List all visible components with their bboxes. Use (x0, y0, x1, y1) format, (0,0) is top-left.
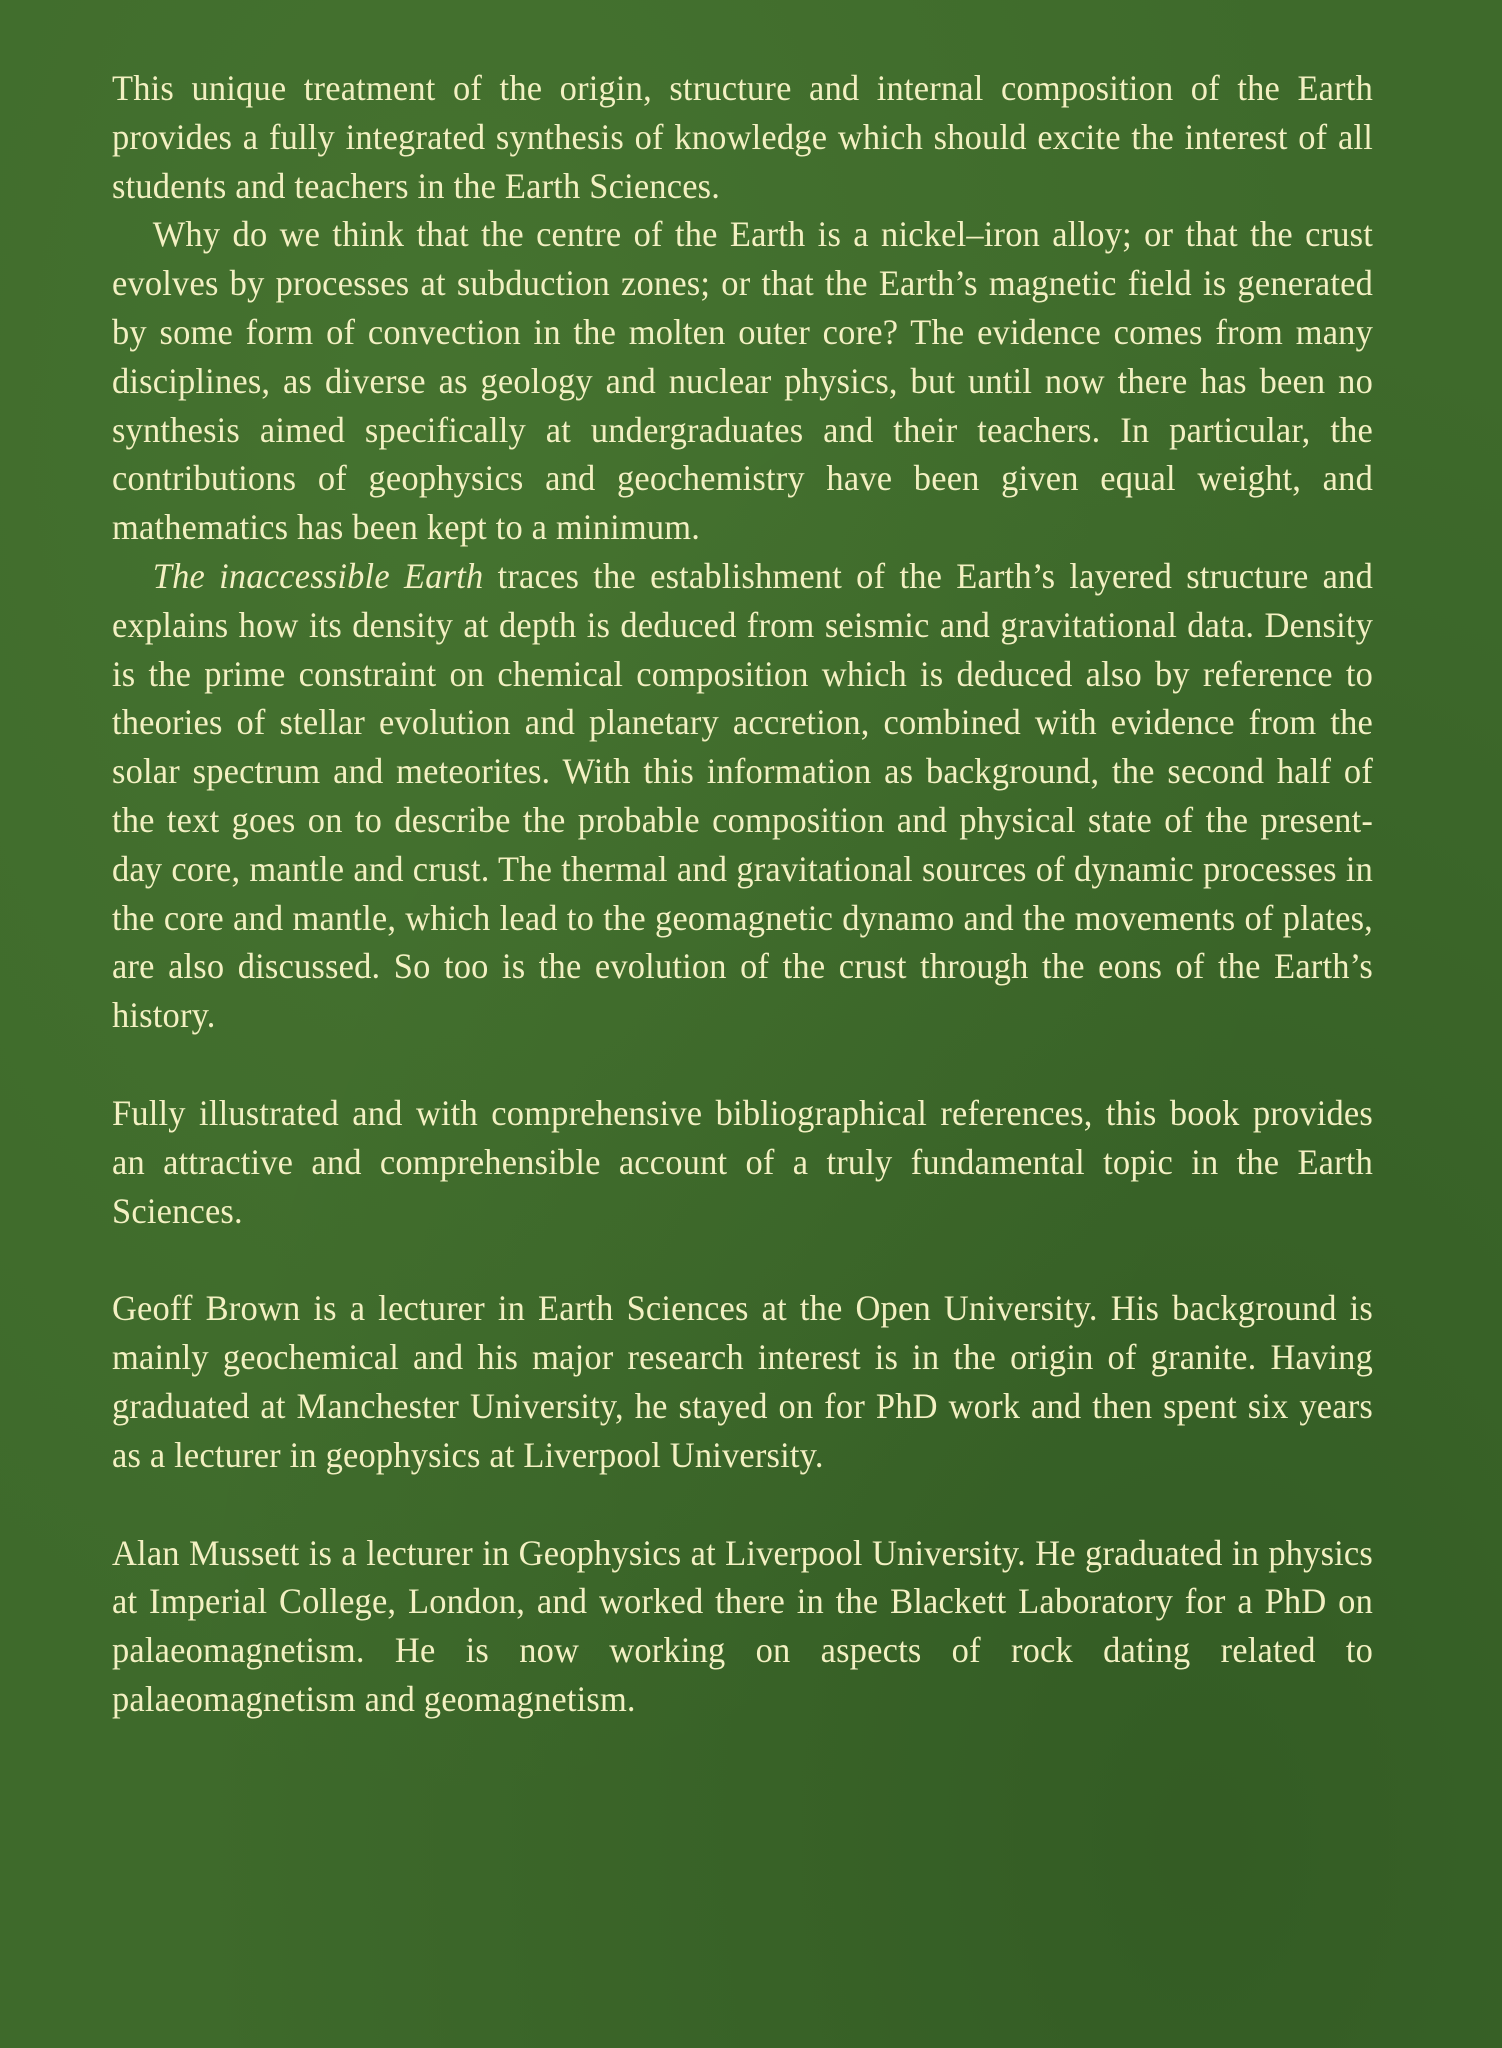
blurb-questions-paragraph: Why do we think that the centre of the Earth is a nickel–iron alloy; or that the crust evolves by processes at subduction zones; or that the Earth’s magnetic field is generated by some form of convection in the molten outer core? The evidence comes from many disciplines, as diverse as geology and nuclear physics, but until now there has been no synthesis aimed specifically at undergraduates and their teachers. In particular, the contributions of geophysics and geochemistry have been given equal weight, and mathematics has been kept to a minimum. (112, 214, 1374, 548)
blurb-summary-paragraph (112, 552, 1373, 1040)
back-cover-text (112, 64, 1374, 1724)
spacer (112, 1480, 1374, 1529)
author-bio-brown: Geoff Brown is a lecturer in Earth Sciences at the Open University. His background is mainly geochemical and his major research interest is in the origin of granite. Having graduated at Manchester University, he stayed on for PhD work and then spent six years as a lecturer in geophysics at Liverpool University. (112, 1288, 1373, 1475)
spacer (112, 1040, 1374, 1089)
author-bio-mussett: Alan Mussett is a lecturer in Geophysics at Liverpool University. He graduated in physics at Imperial College, London, and worked there in the Blackett Laboratory for a PhD on palaeomagnetism. He is now working on aspects of rock dating related to palaeomagnetism and geomagnetism. (112, 1532, 1373, 1719)
blurb-closing-paragraph: Fully illustrated and with comprehensive bibliographical references, this book provides an attractive and comprehensible account of a truly fundamental topic in the Earth Sciences. (112, 1092, 1373, 1231)
blurb-summary-text: traces the establishment of the Earth’s layered structure and explains how its density at depth is deduced from seismic and gravitational data. Density is the prime constraint on chemical composition which is deduced also by reference to theories of stellar evolution and planetary accretion, combined with evidence from the solar spectrum and meteorites. With this information as background, the second half of the text goes on to describe the probable composition and physical state of the present-day core, mantle and crust. The thermal and gravitational sources of dynamic processes in the core and mantle, which lead to the geomagnetic dynamo and the movements of plates, are also discussed. So too is the evolution of the crust through the eons of the Earth’s history. (112, 555, 1373, 1036)
book-title: The inaccessible Earth (152, 555, 484, 596)
blurb-intro-paragraph: This unique treatment of the origin, structure and internal composition of the Earth provides a fully integrated synthesis of knowledge which should excite the interest of all students and teachers in the Earth Sciences. (112, 68, 1373, 206)
spacer (112, 1235, 1374, 1284)
